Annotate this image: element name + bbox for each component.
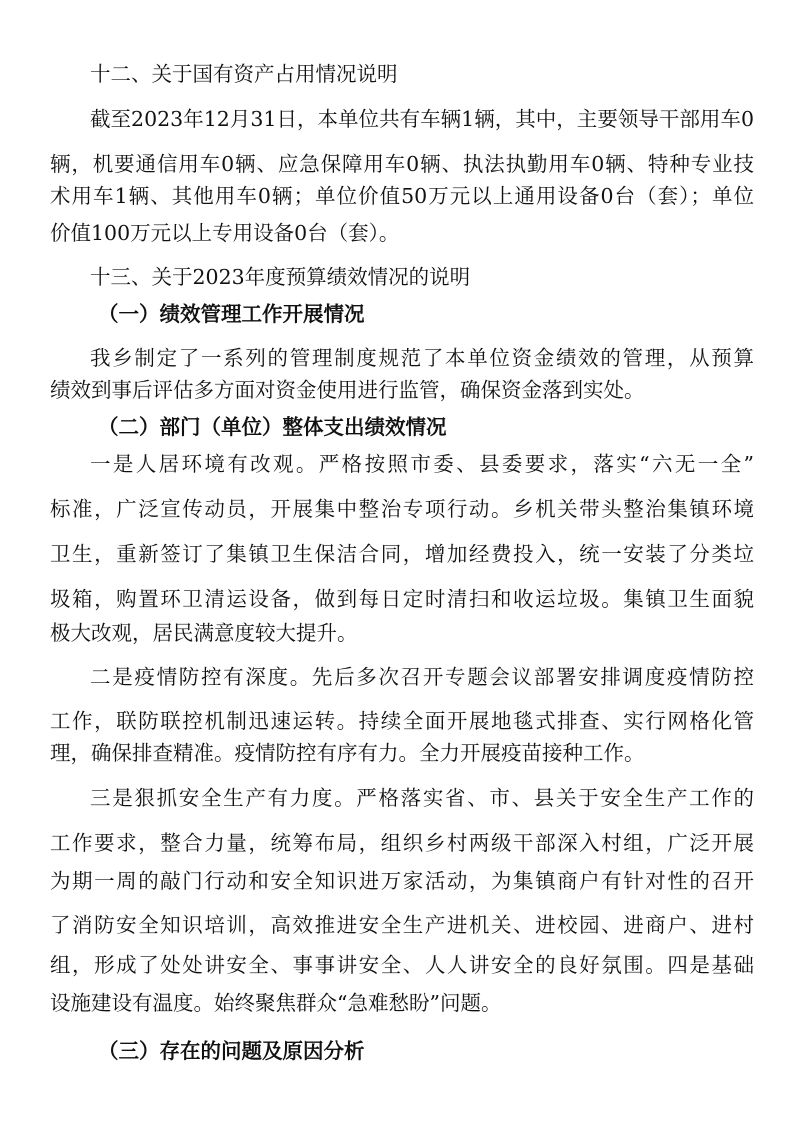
paragraph-line: 卫生，重新签订了集镇卫生保洁合同，增加经费投入，统一安装了分类垃	[50, 542, 754, 566]
paragraph-line: 为期一周的敲门行动和安全知识进万家活动，为集镇商户有针对性的召开	[50, 869, 754, 893]
subsection-1-heading: （一）绩效管理工作开展情况	[98, 302, 365, 326]
paragraph-line: 了消防安全知识培训，高效推进安全生产进机关、进校园、进商户、进村	[50, 913, 754, 937]
section-12-heading: 十二、关于国有资产占用情况说明	[90, 62, 398, 86]
subsection-2-heading: （二）部门（单位）整体支出绩效情况	[98, 415, 447, 439]
paragraph-line: 组，形成了处处讲安全、事事讲安全、人人讲安全的良好氛围。四是基础	[50, 953, 754, 977]
paragraph-line: 价值100万元以上专用设备0台（套）。	[50, 221, 400, 245]
paragraph-line: 绩效到事后评估多方面对资金使用进行监管，确保资金落到实处。	[50, 378, 645, 402]
paragraph-line: 理，确保排查精准。疫情防控有序有力。全力开展疫苗接种工作。	[50, 741, 645, 765]
subsection-3-heading: （三）存在的问题及原因分析	[98, 1039, 365, 1063]
paragraph-line: 我乡制定了一系列的管理制度规范了本单位资金绩效的管理，从预算	[90, 346, 754, 370]
paragraph-line: 圾箱，购置环卫清运设备，做到每日定时清扫和收运垃圾。集镇卫生面貌	[50, 587, 754, 611]
paragraph-line: 极大改观，居民满意度较大提升。	[50, 621, 358, 645]
paragraph-line: 三是狠抓安全生产有力度。严格落实省、市、县关于安全生产工作的	[90, 786, 754, 810]
paragraph-line: 设施建设有温度。始终聚焦群众“急难愁盼”问题。	[50, 991, 502, 1015]
paragraph-line: 二是疫情防控有深度。先后多次召开专题会议部署安排调度疫情防控	[90, 665, 754, 689]
paragraph-line: 截至2023年12月31日，本单位共有车辆1辆，其中，主要领导干部用车0	[90, 107, 754, 131]
paragraph-line: 工作，联防联控机制迅速运转。持续全面开展地毯式排查、实行网格化管	[50, 709, 754, 733]
paragraph-line: 术用车1辆、其他用车0辆；单位价值50万元以上通用设备0台（套）；单位	[50, 184, 754, 208]
paragraph-line: 一是人居环境有改观。严格按照市委、县委要求，落实“六无一全”	[90, 452, 754, 476]
paragraph-line: 辆，机要通信用车0辆、应急保障用车0辆、执法执勤用车0辆、特种专业技	[50, 152, 754, 176]
paragraph-line: 工作要求，整合力量，统筹布局，组织乡村两级干部深入村组，广泛开展	[50, 831, 754, 855]
section-13-heading: 十三、关于2023年度预算绩效情况的说明	[90, 265, 471, 289]
paragraph-line: 标准，广泛宣传动员，开展集中整治专项行动。乡机关带头整治集镇环境	[50, 497, 754, 521]
